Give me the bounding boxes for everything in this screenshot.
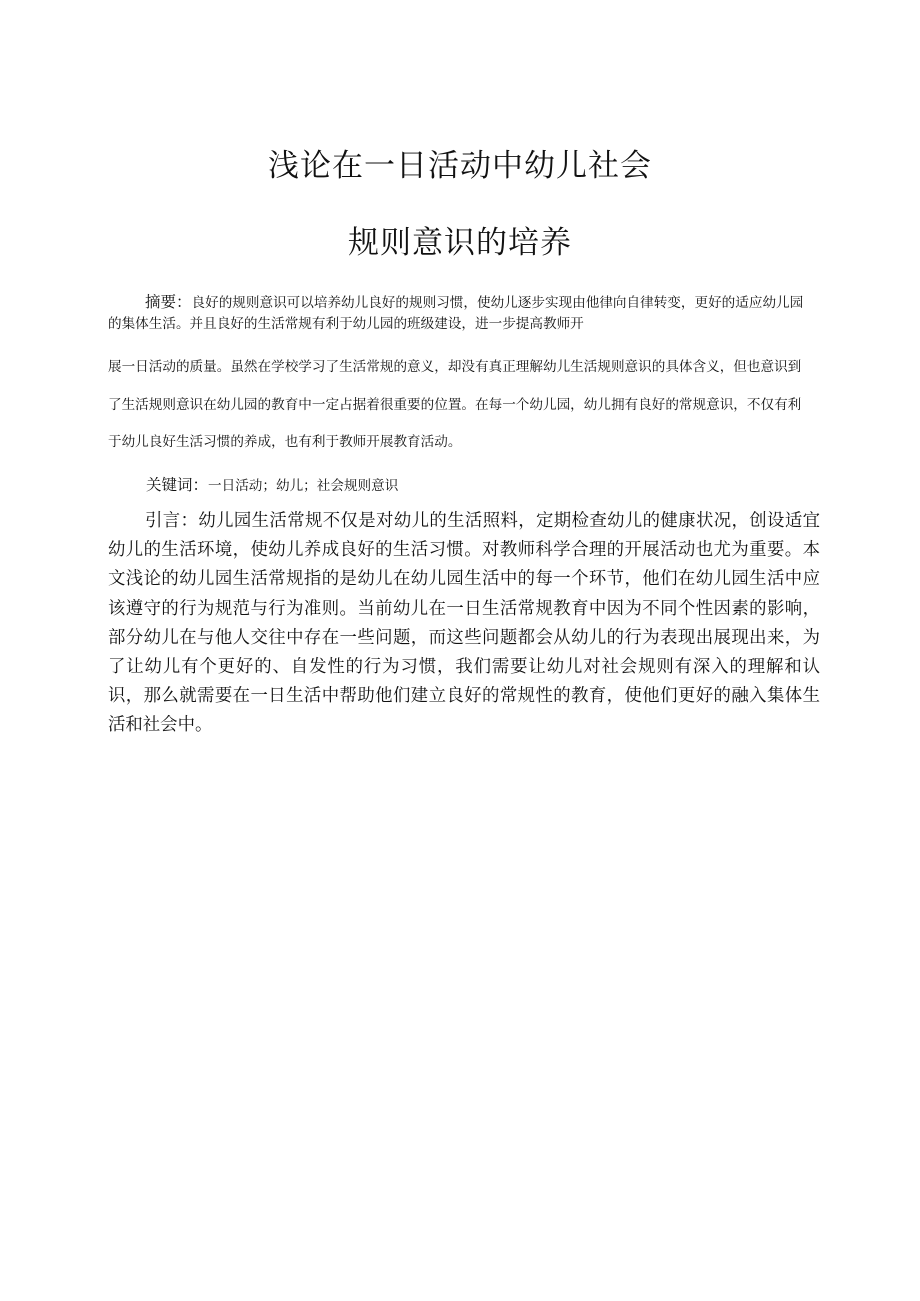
title-line-2: 规则意识的培养 [348, 225, 572, 261]
keywords-text: 一日活动；幼儿；社会规则意识 [208, 478, 399, 494]
intro-paragraph [108, 507, 820, 741]
abstract-section [108, 292, 808, 462]
title-line-1: 浅论在一日活动中幼儿社会 [268, 148, 652, 184]
keywords-label: 关键词： [146, 476, 209, 494]
abstract-text-a: 良好的规则意识可以培养幼儿良好的规则习惯，使幼儿逐步实现由他律向自律转变，更好的适应幼儿园的集体生活。并且良好的生活常规有利于幼儿园的班级建设，进一步提高教师开 [108, 295, 804, 332]
keywords-line [146, 473, 398, 495]
abstract-paragraph-2: 展一日活动的质量。虽然在学校学习了生活常规的意义，却没有真正理解幼儿生活规则意识的具体含义，但也意识到了生活规则意识在幼儿园的教育中一定占据着很重要的位置。在每一个幼儿园，幼儿拥有良好的常规意识，不仅有利于幼儿良好生活习惯的养成，也有利于教师开展教育活动。 [108, 359, 802, 450]
abstract-label: 摘要： [145, 293, 192, 311]
intro-label: 引言： [145, 511, 199, 531]
abstract-paragraph-1 [108, 292, 808, 335]
intro-text: 幼儿园生活常规不仅是对幼儿的生活照料，定期检查幼儿的健康状况，创设适宜幼儿的生活环境，使幼儿养成良好的生活习惯。对教师科学合理的开展活动也尤为重要。本文浅论的幼儿园生活常规指的是幼儿在幼儿园生活中的每一个环节，他们在幼儿园生活中应该遵守的行为规范与行为准则。当前幼儿在一日生活常规教育中因为不同个性因素的影响，部分幼儿在与他人交往中存在一些问题，而这些问题都会从幼儿的行为表现出展现出来，为了让幼儿有个更好的、自发性的行为习惯，我们需要让幼儿对社会规则有深入的理解和认识，那么就需要在一日生活中帮助他们建立良好的常规性的教育，使他们更好的融入集体生活和社会中。 [108, 511, 820, 736]
